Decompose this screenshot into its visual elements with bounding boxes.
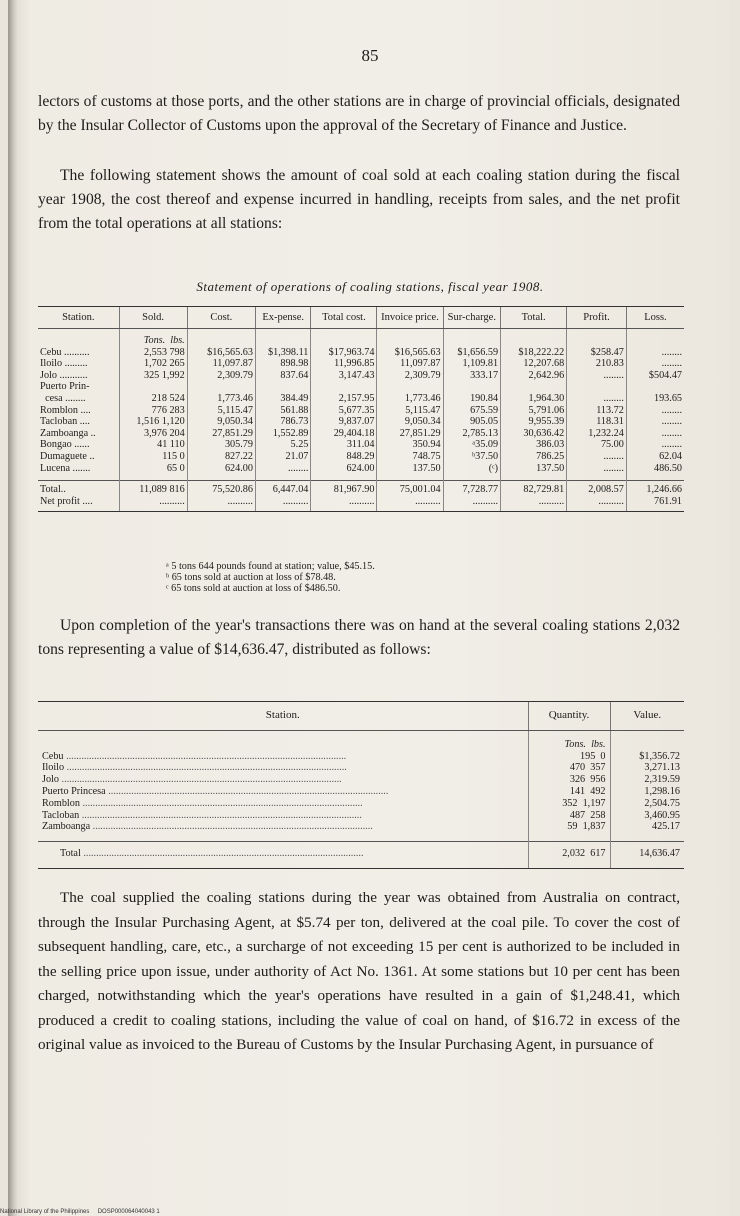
loss-cell: $504.47 <box>626 370 684 382</box>
station2-name: Cebu <box>42 750 64 762</box>
paragraph-4: The coal supplied the coaling stations during the year was obtained from Australia on contract, through the Insular Purchasing Agent, at $5.74 per ton, delivered at the coal pile. To cover the cost of subsequent handling, care, etc., a surcharge of not exceeding 15 per cent is authorized to be included in the selling price upon issue, under authority of Act No. 1361. At some stations but 10 per cent has been charged, notwithstanding which the year's operations have resulted in a gain of $1,248.41, which produced a credit to coaling stations, including the value of coal on hand, of $16.72 in excess of the original value as invoiced to the Bureau of Customs by the Insular Purchasing Agent, in pursuance of <box>38 889 680 1053</box>
station2-cell <box>38 821 528 841</box>
leader-dots: .............................................................................................................. <box>105 785 389 797</box>
quantity2-cell <box>528 786 610 798</box>
leader-dots: .............................................................................................................. <box>58 774 342 786</box>
surcharge-cell: 1,109.81 <box>443 358 501 370</box>
table1-units-row <box>38 329 684 347</box>
total-cost-cell: 2,157.95 <box>311 393 377 405</box>
profit-cell: 1,232.24 <box>567 428 627 440</box>
value2-cell: 2,504.75 <box>610 798 684 810</box>
sold-lbs: 1,120 <box>161 416 185 428</box>
col-total-cost: Total cost. <box>311 307 377 329</box>
expense-cell: 786.73 <box>255 416 310 428</box>
value2-cell: 425.17 <box>610 821 684 841</box>
table2-row <box>38 762 684 774</box>
footnotes <box>166 561 375 595</box>
col-cost: Cost. <box>187 307 255 329</box>
table1-row <box>38 416 684 428</box>
expense-cell: 21.07 <box>255 451 310 463</box>
table2-units-row <box>38 730 684 750</box>
total-total-cell: 82,729.81 <box>501 481 567 496</box>
table1-total-row <box>38 481 684 496</box>
units2-value-cell <box>610 730 684 750</box>
station2-name: Puerto Princesa <box>42 785 106 797</box>
cost-cell: 5,115.47 <box>187 405 255 417</box>
cost-cell: 11,097.87 <box>187 358 255 370</box>
footnote-b: ᵇ 65 tons sold at auction at loss of $78.48. <box>166 572 336 584</box>
paragraph-2: The following statement shows the amount of coal sold at each coaling station during the fiscal year 1908, the cost thereof and expense incurred in handling, receipts from sales, and the net profit from the total operations at all stations: <box>38 167 680 232</box>
cost-cell <box>187 381 255 393</box>
surcharge-cell: ᵇ37.50 <box>443 451 501 463</box>
quantity2-cell <box>528 798 610 810</box>
cost-cell: 2,309.79 <box>187 370 255 382</box>
sold-cell <box>119 428 187 440</box>
table2-body <box>38 730 684 868</box>
profit-cell: $258.47 <box>567 347 627 359</box>
col-loss: Loss. <box>626 307 684 329</box>
surcharge-cell: 333.17 <box>443 370 501 382</box>
profit-cell: 210.83 <box>567 358 627 370</box>
table1-row <box>38 463 684 481</box>
expense-cell: 5.25 <box>255 439 310 451</box>
col2-station: Station. <box>38 702 528 731</box>
quantity2-lbs: 1,197 <box>582 797 606 809</box>
total-profit-cell: 2,008.57 <box>567 481 627 496</box>
total2-value-cell: 14,636.47 <box>610 842 684 869</box>
table2-row <box>38 774 684 786</box>
sold-tons: 1,702 <box>143 358 167 370</box>
loss-cell <box>626 381 684 393</box>
net-total-cell: .......... <box>501 496 567 512</box>
unit2-lbs-label: lbs. <box>591 738 606 750</box>
total-sold-tons: 11,089 <box>139 484 167 496</box>
total-sold-lbs: 816 <box>169 484 185 496</box>
expense-cell: 1,552.89 <box>255 428 310 440</box>
station2-name: Zamboanga <box>42 821 91 833</box>
col-expense: Ex-pense. <box>255 307 310 329</box>
value2-cell: 3,271.13 <box>610 762 684 774</box>
table1-row <box>38 347 684 359</box>
coaling-operations-table <box>38 306 684 512</box>
table1-row <box>38 439 684 451</box>
total-cost-cell: $17,963.74 <box>311 347 377 359</box>
scan-footer: National Library of the Philippines DOSP000064040043 1 <box>0 1209 160 1215</box>
expense-cell: 384.49 <box>255 393 310 405</box>
loss-cell: ........ <box>626 416 684 428</box>
units-empty-cell <box>567 329 627 347</box>
total-cell: 2,642.96 <box>501 370 567 382</box>
sold-cell <box>119 358 187 370</box>
quantity2-lbs: 258 <box>590 809 606 821</box>
station2-cell <box>38 762 528 774</box>
paragraph-3: Upon completion of the year's transactions there was on hand at the several coaling stations 2,032 tons representing a value of $14,636.47, distributed as follows: <box>38 617 680 658</box>
cost-cell: 27,851.29 <box>187 428 255 440</box>
net-invoice-cell: .......... <box>377 496 443 512</box>
table1-header-row <box>38 307 684 329</box>
units-empty-cell <box>626 329 684 347</box>
total-cell: 9,955.39 <box>501 416 567 428</box>
sold-cell <box>119 463 187 481</box>
loss-cell: ........ <box>626 347 684 359</box>
leader-dots: .............................................................................................................. <box>79 809 362 821</box>
quantity2-lbs: 956 <box>590 774 606 786</box>
total-cell: 786.25 <box>501 451 567 463</box>
invoice-cell: 350.94 <box>377 439 443 451</box>
expense-cell: $1,398.11 <box>255 347 310 359</box>
unit-tons-label: Tons. <box>143 335 166 346</box>
sold-lbs: 0 <box>179 462 185 474</box>
sold-cell <box>119 451 187 463</box>
total-cost-cell: 624.00 <box>311 463 377 481</box>
total-cost-cell: 5,677.35 <box>311 405 377 417</box>
sold-cell <box>119 405 187 417</box>
net-loss-cell: 761.91 <box>626 496 684 512</box>
station-cell: Jolo ........... <box>40 369 88 381</box>
total-cell: 137.50 <box>501 463 567 481</box>
col-profit: Profit. <box>567 307 627 329</box>
total-cost-cell: 3,147.43 <box>311 370 377 382</box>
quantity2-cell <box>528 821 610 841</box>
quantity2-tons: 59 <box>567 821 578 833</box>
sold-cell <box>119 381 187 393</box>
total-cell: 1,964.30 <box>501 393 567 405</box>
sold-lbs: 204 <box>169 427 185 439</box>
leader-dots: .............................................................................................................. <box>63 750 347 762</box>
table2-header-row <box>38 702 684 731</box>
station2-name: Romblon <box>42 797 80 809</box>
unit2-tons-label: Tons. <box>564 738 586 750</box>
net-surcharge-cell: .......... <box>443 496 501 512</box>
total-cost-cell: 9,837.07 <box>311 416 377 428</box>
station-cell: Cebu .......... <box>40 346 90 358</box>
total-cost-cell: 75,520.86 <box>187 481 255 496</box>
station2-name: Iloilo <box>42 762 65 774</box>
sold-tons: 218 <box>151 392 167 404</box>
expense-cell <box>255 381 310 393</box>
table1-net-profit-row <box>38 496 684 512</box>
quantity2-cell <box>528 751 610 763</box>
loss-cell: 193.65 <box>626 393 684 405</box>
loss-cell: 62.04 <box>626 451 684 463</box>
sold-lbs: 265 <box>169 358 185 370</box>
total-surcharge-cell: 7,728.77 <box>443 481 501 496</box>
total-cell: $18,222.22 <box>501 347 567 359</box>
surcharge-cell: $1,656.59 <box>443 347 501 359</box>
profit-cell: 75.00 <box>567 439 627 451</box>
cost-cell: 305.79 <box>187 439 255 451</box>
table1-row <box>38 370 684 382</box>
station2-cell <box>38 810 528 822</box>
sold-tons: 2,553 <box>143 346 167 358</box>
units-empty-cell <box>187 329 255 347</box>
footnote-a: ᵃ 5 tons 644 pounds found at station; value, $45.15. <box>166 561 375 572</box>
loss-cell: ........ <box>626 428 684 440</box>
invoice-cell: 9,050.34 <box>377 416 443 428</box>
value2-cell: 1,298.16 <box>610 786 684 798</box>
quantity2-tons: 352 <box>562 797 578 809</box>
station2-name: Jolo <box>42 774 59 786</box>
invoice-cell: 137.50 <box>377 463 443 481</box>
station2-cell <box>38 786 528 798</box>
total-cost-cell: 29,404.18 <box>311 428 377 440</box>
net-sold-cell: .......... <box>119 496 187 512</box>
units-empty-cell <box>443 329 501 347</box>
invoice-cell: 5,115.47 <box>377 405 443 417</box>
table2-total-row <box>38 842 684 869</box>
quantity2-lbs: 1,837 <box>582 821 606 833</box>
station-cell: Lucena ....... <box>40 462 91 474</box>
surcharge-cell: 2,785.13 <box>443 428 501 440</box>
leader-dots: .............................................................................................................. <box>90 821 373 833</box>
quantity2-tons: 326 <box>569 774 586 786</box>
station-cell: Zamboanga .. <box>40 427 96 439</box>
total2-station-cell <box>38 842 528 869</box>
profit-cell: 113.72 <box>567 405 627 417</box>
table1-row <box>38 428 684 440</box>
total-cell: 12,207.68 <box>501 358 567 370</box>
table1-row <box>38 381 684 393</box>
units-station-cell <box>38 329 119 347</box>
col-station: Station. <box>38 307 119 329</box>
invoice-cell: 11,097.87 <box>377 358 443 370</box>
sold-tons: 776 <box>151 404 167 416</box>
invoice-cell: 748.75 <box>377 451 443 463</box>
total-expense-cell: 6,447.04 <box>255 481 310 496</box>
station2-cell <box>38 798 528 810</box>
surcharge-cell: 905.05 <box>443 416 501 428</box>
loss-cell: ........ <box>626 358 684 370</box>
total-loss-cell: 1,246.66 <box>626 481 684 496</box>
units2-station-cell <box>38 730 528 750</box>
units-sold-cell <box>119 329 187 347</box>
sold-tons: 1,516 <box>136 416 160 428</box>
surcharge-cell: 190.84 <box>443 393 501 405</box>
value2-cell: 3,460.95 <box>610 810 684 822</box>
quantity2-lbs: 0 <box>600 750 606 762</box>
loss-cell: ........ <box>626 405 684 417</box>
net-total-cost-cell: .......... <box>311 496 377 512</box>
station2-cell <box>38 774 528 786</box>
sold-lbs: 0 <box>179 450 185 462</box>
table1-row <box>38 358 684 370</box>
units-empty-cell <box>311 329 377 347</box>
total2-lbs: 617 <box>590 848 606 860</box>
quantity2-cell <box>528 762 610 774</box>
profit-cell: ........ <box>567 463 627 481</box>
unit-lbs-label: lbs. <box>170 335 185 346</box>
surcharge-cell: (ᶜ) <box>443 463 501 481</box>
units-empty-cell <box>501 329 567 347</box>
total-station-cell: Total.. <box>38 481 119 496</box>
col-sold: Sold. <box>119 307 187 329</box>
surcharge-cell: 675.59 <box>443 405 501 417</box>
quantity2-lbs: 357 <box>590 762 606 774</box>
table1-body <box>38 329 684 512</box>
paragraph-1: lectors of customs at those ports, and the other stations are in charge of provincial officials, designated by the Insular Collector of Customs upon the approval of the Secretary of Finance and Justice. <box>38 93 680 134</box>
units-empty-cell <box>377 329 443 347</box>
total-total-cost-cell: 81,967.90 <box>311 481 377 496</box>
table1-row <box>38 451 684 463</box>
sold-cell <box>119 370 187 382</box>
sold-lbs: 283 <box>169 404 185 416</box>
invoice-cell <box>377 381 443 393</box>
surcharge-cell <box>443 381 501 393</box>
expense-cell: 837.64 <box>255 370 310 382</box>
sold-tons: 115 <box>162 450 178 462</box>
sold-tons: 325 <box>143 369 160 381</box>
profit-cell: ........ <box>567 393 627 405</box>
sold-tons: 41 <box>157 439 168 451</box>
cost-cell: 9,050.34 <box>187 416 255 428</box>
sold-lbs: 1,992 <box>161 369 185 381</box>
total-cost-cell: 311.04 <box>311 439 377 451</box>
invoice-cell: 27,851.29 <box>377 428 443 440</box>
station-cell: cesa ........ <box>40 392 86 404</box>
sold-lbs: 110 <box>169 439 185 451</box>
invoice-cell: $16,565.63 <box>377 347 443 359</box>
table1-caption: Statement of operations of coaling stations, fiscal year 1908. <box>196 279 544 294</box>
total-cost-cell: 11,996.85 <box>311 358 377 370</box>
total2-tons: 2,032 <box>562 848 586 860</box>
leader-dots: .............................................................................................................. <box>64 762 347 774</box>
station-cell: Dumaguete .. <box>40 450 95 462</box>
quantity2-tons: 195 <box>580 750 596 762</box>
table1-row <box>38 393 684 405</box>
quantity2-tons: 470 <box>569 762 586 774</box>
sold-cell <box>119 416 187 428</box>
station-cell: Iloilo ......... <box>40 358 88 370</box>
total-cell: 386.03 <box>501 439 567 451</box>
net-expense-cell: .......... <box>255 496 310 512</box>
station-cell: Romblon .... <box>40 404 91 416</box>
footnote-c: ᶜ 65 tons sold at auction at loss of $486.50. <box>166 583 341 595</box>
loss-cell: 486.50 <box>626 463 684 481</box>
cost-cell: $16,565.63 <box>187 347 255 359</box>
leader-dots: .............................................................................................................. <box>80 848 364 860</box>
invoice-cell: 2,309.79 <box>377 370 443 382</box>
surcharge-cell: ᵃ35.09 <box>443 439 501 451</box>
table2-row <box>38 786 684 798</box>
quantity2-tons: 487 <box>569 809 586 821</box>
total-cell <box>501 381 567 393</box>
quantity2-lbs: 492 <box>590 785 606 797</box>
net-cost-cell: .......... <box>187 496 255 512</box>
expense-cell: 898.98 <box>255 358 310 370</box>
value2-cell: $1,356.72 <box>610 751 684 763</box>
cost-cell: 1,773.46 <box>187 393 255 405</box>
col2-quantity: Quantity. <box>528 702 610 731</box>
page-binding-edge <box>8 0 18 1216</box>
table2-row <box>38 821 684 841</box>
col-total: Total. <box>501 307 567 329</box>
profit-cell <box>567 381 627 393</box>
station-cell: Bongao ...... <box>40 439 90 451</box>
sold-tons: 65 <box>166 462 178 474</box>
sold-cell <box>119 393 187 405</box>
sold-tons: 3,976 <box>143 427 167 439</box>
station2-name: Tacloban <box>42 809 80 821</box>
sold-lbs: 524 <box>169 392 185 404</box>
profit-cell: ........ <box>567 451 627 463</box>
table1-row <box>38 405 684 417</box>
total-cost-cell <box>311 381 377 393</box>
quantity2-tons: 141 <box>569 785 586 797</box>
units2-quantity-cell <box>528 730 610 750</box>
total2-quantity-cell <box>528 842 610 869</box>
sold-cell <box>119 347 187 359</box>
col-surcharge: Sur-charge. <box>443 307 501 329</box>
table2-row <box>38 751 684 763</box>
station2-cell <box>38 751 528 763</box>
profit-cell: ........ <box>567 370 627 382</box>
table2-row <box>38 810 684 822</box>
total-sold-cell <box>119 481 187 496</box>
col-invoice-price: Invoice price. <box>377 307 443 329</box>
invoice-cell: 1,773.46 <box>377 393 443 405</box>
col2-value: Value. <box>610 702 684 731</box>
quantity2-cell <box>528 810 610 822</box>
total-cell: 30,636.42 <box>501 428 567 440</box>
units-empty-cell <box>255 329 310 347</box>
net-profit-label: Net profit .... <box>38 496 119 512</box>
sold-cell <box>119 439 187 451</box>
total-invoice-cell: 75,001.04 <box>377 481 443 496</box>
coal-on-hand-table <box>38 701 684 869</box>
station-cell: Puerto Prin- <box>40 381 90 393</box>
loss-cell: ........ <box>626 439 684 451</box>
profit-cell: 118.31 <box>567 416 627 428</box>
cost-cell: 827.22 <box>187 451 255 463</box>
net-profit-cell: .......... <box>567 496 627 512</box>
total-cost-cell: 848.29 <box>311 451 377 463</box>
cost-cell: 624.00 <box>187 463 255 481</box>
quantity2-cell <box>528 774 610 786</box>
station-cell: Tacloban .... <box>40 416 90 428</box>
table2-row <box>38 798 684 810</box>
expense-cell: ........ <box>255 463 310 481</box>
total2-label: Total <box>60 848 81 860</box>
value2-cell: 2,319.59 <box>610 774 684 786</box>
total-cell: 5,791.06 <box>501 405 567 417</box>
leader-dots: .............................................................................................................. <box>79 797 363 809</box>
page-number: 85 <box>361 46 379 65</box>
expense-cell: 561.88 <box>255 405 310 417</box>
sold-lbs: 798 <box>169 346 185 358</box>
